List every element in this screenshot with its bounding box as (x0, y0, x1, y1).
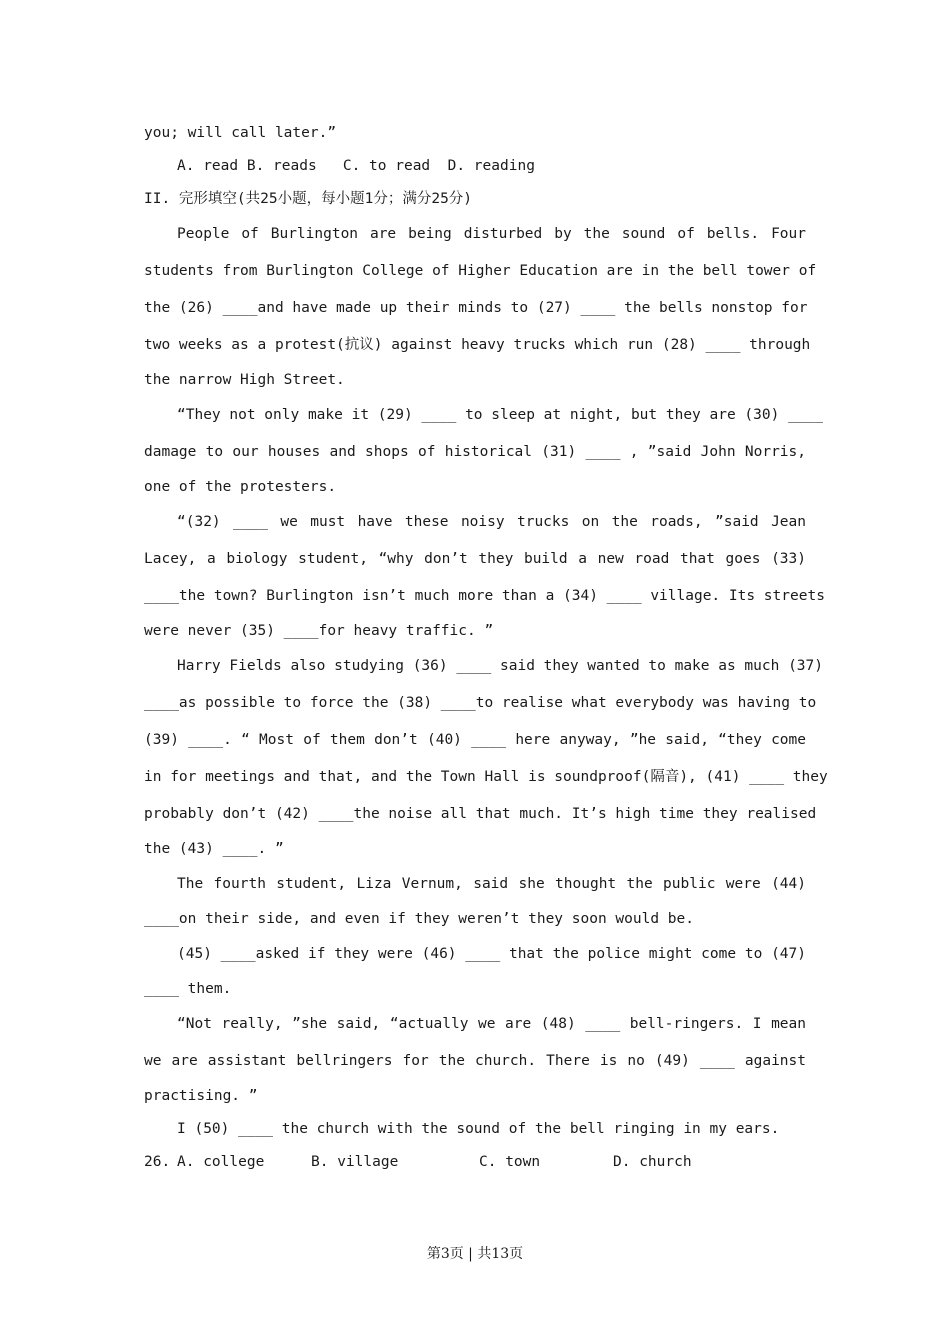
passage-line: (39) ____. “ Most of them don’t (40) ____ here anyway, ”he said, “they come (144, 732, 806, 748)
passage-line: Lacey, a biology student, “why don’t they build a new road that goes (33) (144, 551, 806, 567)
passage-line: students from Burlington College of Higher Education are in the bell tower of (144, 263, 817, 279)
passage-line: the (26) ____and have made up their minds to (27) ____ the bells nonstop for (144, 300, 808, 316)
question-26 (144, 1146, 806, 1179)
passage-line: one of the protesters. (144, 479, 337, 495)
passage-line: the (43) ____. ” (144, 841, 284, 857)
passage-line: Harry Fields also studying (36) ____ said they wanted to make as much (37) (177, 658, 824, 674)
passage-line: “Not really, ”she said, “actually we are (48) ____ bell-ringers. I mean (177, 1016, 806, 1032)
passage-line: I (50) ____ the church with the sound of the bell ringing in my ears. (177, 1121, 780, 1137)
passage-line: two weeks as a protest(抗议) against heavy trucks which run (28) ____ through (144, 337, 811, 353)
page-footer: 第3页 | 共13页 (426, 1246, 524, 1262)
passage-line: ____ them. (144, 981, 232, 997)
passage-line: “(32) ____ we must have these noisy trucks on the roads, ”said Jean (177, 514, 806, 530)
passage-line: People of Burlington are being disturbed by the sound of bells. Four (177, 226, 806, 242)
passage-line: damage to our houses and shops of historical (31) ____ , ”said John Norris, (144, 444, 806, 460)
passage-line: we are assistant bellringers for the church. There is no (49) ____ against (144, 1053, 806, 1069)
option-c: C. town (479, 1154, 541, 1170)
passage-line: (45) ____asked if they were (46) ____ that the police might come to (47) (177, 946, 806, 962)
passage-line: probably don’t (42) ____the noise all that much. It’s high time they realised (144, 806, 817, 822)
previous-question-options: A. read B. reads C. to read D. reading (177, 158, 535, 174)
passage-line: the narrow High Street. (144, 372, 345, 388)
passage-line: ____as possible to force the (38) ____to realise what everybody was having to (144, 695, 817, 711)
passage-line: in for meetings and that, and the Town Hall is soundproof(隔音), (41) ____ they (144, 769, 828, 785)
section-title: II. 完形填空(共25小题，每小题1分；满分25分) (144, 191, 473, 207)
passage-line: The fourth student, Liza Vernum, said she thought the public were (44) (177, 876, 806, 892)
option-b: B. village (311, 1154, 399, 1170)
option-a: A. college (177, 1154, 265, 1170)
passage-line: ____the town? Burlington isn’t much more than a (34) ____ village. Its streets (144, 588, 825, 604)
passage-line: ____on their side, and even if they weren’t they soon would be. (144, 911, 694, 927)
passage-line: practising. ” (144, 1088, 258, 1104)
previous-question-tail: you; will call later.” (144, 125, 337, 141)
document-body (144, 117, 828, 1179)
option-d: D. church (613, 1154, 692, 1170)
passage-line: “They not only make it (29) ____ to sleep at night, but they are (30) ____ (177, 407, 824, 423)
question-number: 26. (144, 1154, 171, 1170)
passage-line: were never (35) ____for heavy traffic. ” (144, 623, 494, 639)
